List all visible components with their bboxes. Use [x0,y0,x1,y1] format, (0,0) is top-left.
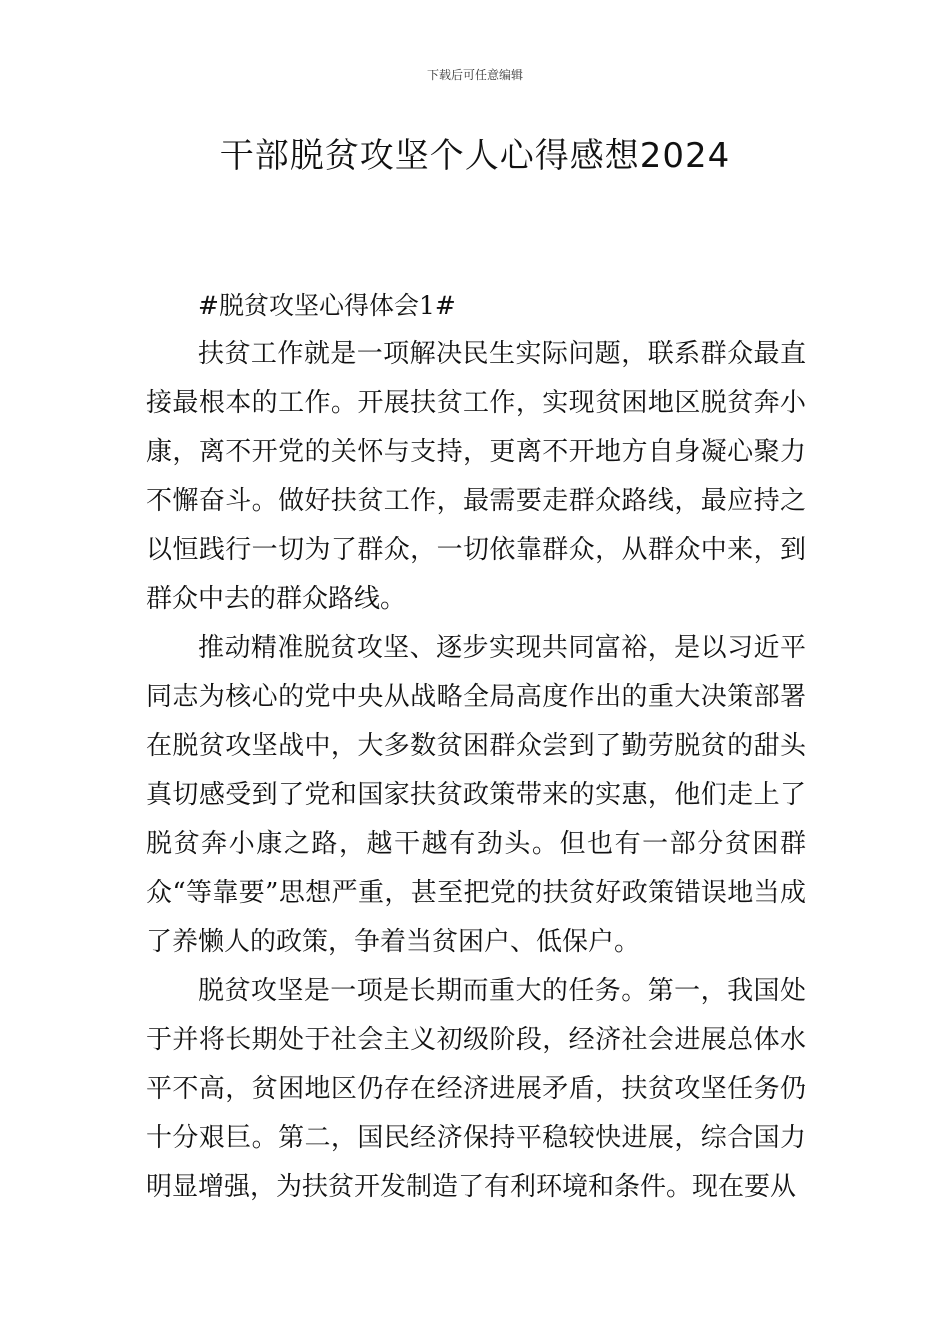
document-body [146,281,806,1212]
document-title: 干部脱贫攻坚个人心得感想2024 [219,136,731,176]
section-label: #脱贫攻坚心得体会1# [198,291,456,320]
paragraph-1: 扶贫工作就是一项解决民生实际问题，联系群众最直接最根本的工作。开展扶贫工作，实现贫困地区脱贫奔小康，离不开党的关怀与支持，更离不开地方自身凝心聚力不懈奋斗。做好扶贫工作，最需要走群众路线，最应持之以恒践行一切为了群众，一切依靠群众，从群众中来，到群众中去的群众路线。 [146,339,806,614]
paragraph-3: 脱贫攻坚是一项是长期而重大的任务。第一，我国处于并将长期处于社会主义初级阶段，经济社会进展总体水平不高，贫困地区仍存在经济进展矛盾，扶贫攻坚任务仍十分艰巨。第二，国民经济保持平稳较快进展，综合国力明显增强，为扶贫开发制造了有利环境和条件。现在要从 [146,976,806,1202]
header-note: 下载后可任意编辑 [426,68,523,82]
paragraph-2: 推动精准脱贫攻坚、逐步实现共同富裕，是以习近平同志为核心的党中央从战略全局高度作出的重大决策部署在脱贫攻坚战中，大多数贫困群众尝到了勤劳脱贫的甜头真切感受到了党和国家扶贫政策带来的实惠，他们走上了脱贫奔小康之路，越干越有劲头。但也有一部分贫困群众“等靠要”思想严重，甚至把党的扶贫好政策错误地当成了养懒人的政策，争着当贫困户、低保户。 [146,633,806,957]
